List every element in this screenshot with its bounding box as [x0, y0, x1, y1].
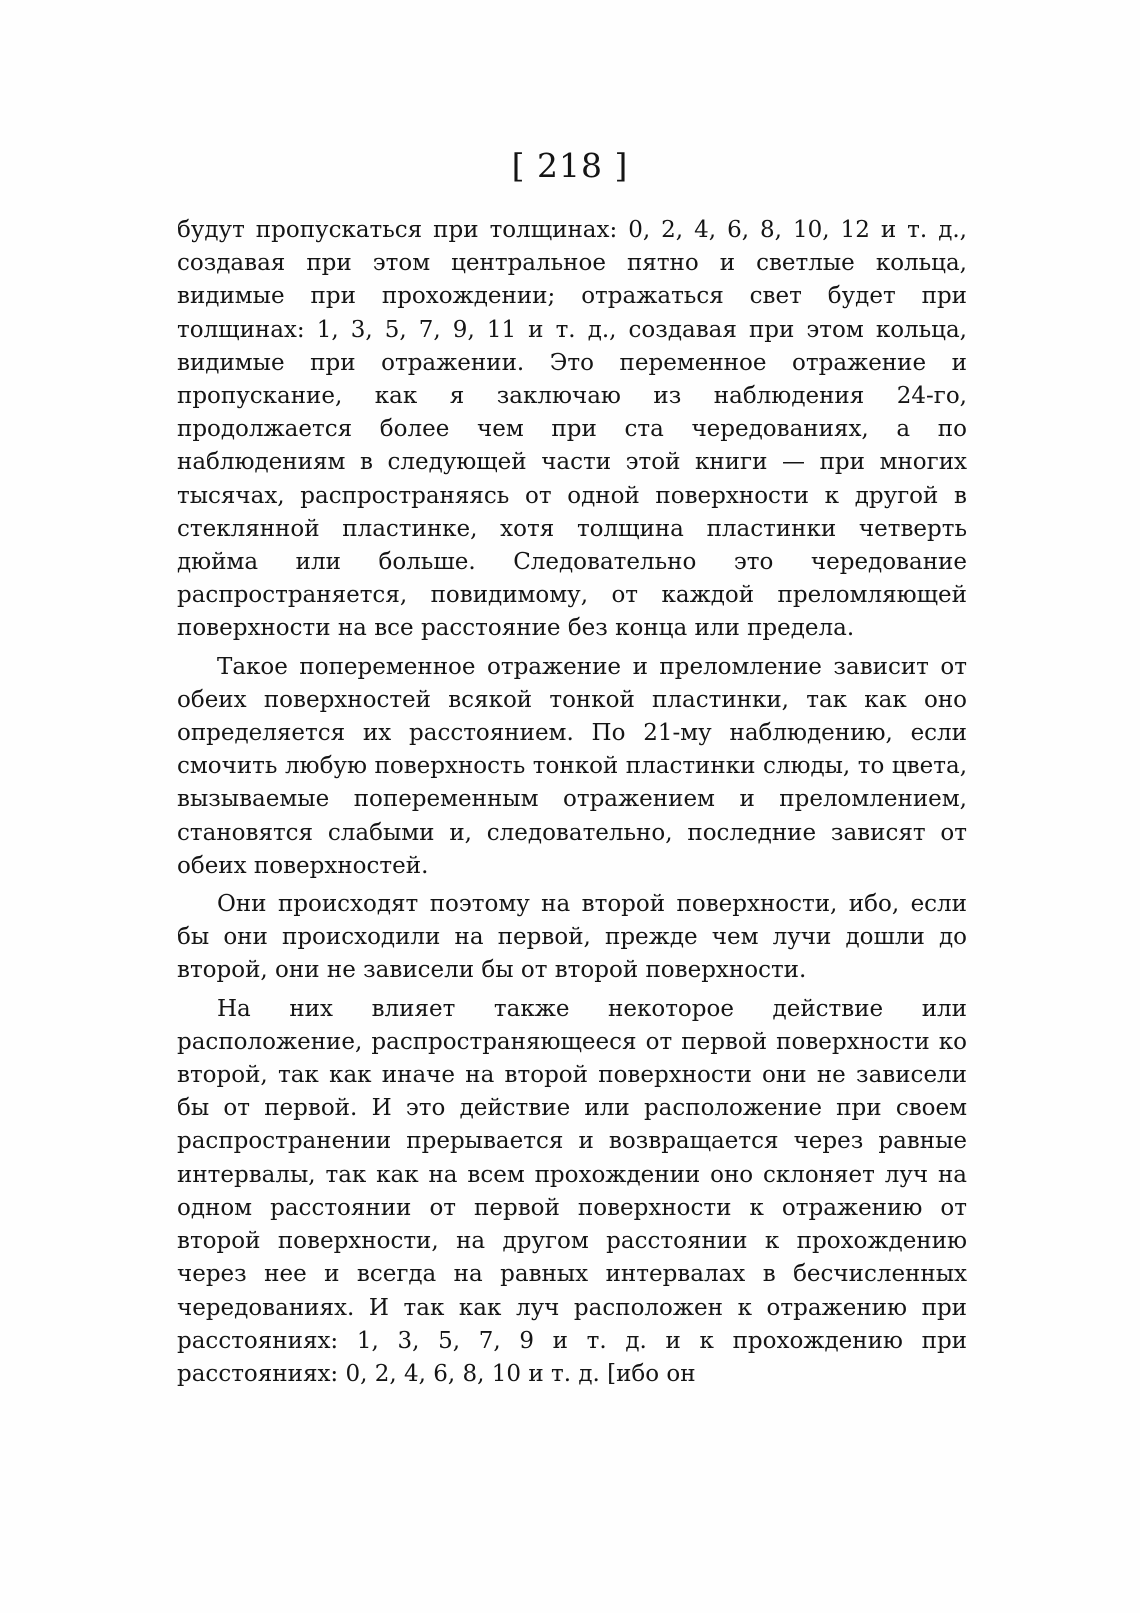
paragraph: Они происходят поэтому на второй поверхности, ибо, если бы они происходили на первой, прежде чем лучи дошли до второй, они не зависели бы от второй поверхности. [177, 891, 967, 984]
body-text [177, 214, 967, 1396]
paragraph: На них влияет также некоторое действие или расположение, распространяющееся от первой поверхности ко второй, так как иначе на второй поверхности они не зависели бы от первой. И это действие или расположение при своем распространении прерывается и возвращается через равные интервалы, так как на всем прохождении оно склоняет луч на одном расстоянии от первой поверхности к отражению от второй поверхности, на другом расстоянии к прохождению через нее и всегда на равных интервалах в бесчисленных чередованиях. И так как луч расположен к отражению при расстояниях: 1, 3, 5, 7, 9 и т. д. и к прохождению при расстояниях: 0, 2, 4, 6, 8, 10 и т. д. [ибо он [177, 995, 967, 1387]
paragraph-continued: будут пропускаться при толщинах: 0, 2, 4, 6, 8, 10, 12 и т. д., создавая при этом центральное пятно и светлые кольца, видимые при прохождении; отражаться свет будет при толщинах: 1, 3, 5, 7, 9, 11 и т. д., создавая при этом кольца, видимые при отражении. Это переменное отражение и пропускание, как я заключаю из наблюдения 24-го, продолжается более чем при ста чередованиях, а по наблюдениям в следующей части этой книги — при многих тысячах, распространяясь от одной поверхности к другой в стеклянной пластинке, хотя толщина пластинки четверть дюйма или больше. Следовательно это чередование распространяется, повидимому, от каждой преломляющей поверхности на все расстояние без конца или предела. [177, 217, 967, 642]
page-number: [ 218 ] [511, 146, 629, 185]
paragraph: Такое попеременное отражение и преломление зависит от обеих поверхностей всякой тонкой пластинки, так как оно определяется их расстоянием. По 21-му наблюдению, если смочить любую поверхность тонкой пластинки слюды, то цвета, вызываемые попеременным отражением и преломлением, становятся слабыми и, следовательно, последние зависят от обеих поверхностей. [177, 653, 967, 879]
